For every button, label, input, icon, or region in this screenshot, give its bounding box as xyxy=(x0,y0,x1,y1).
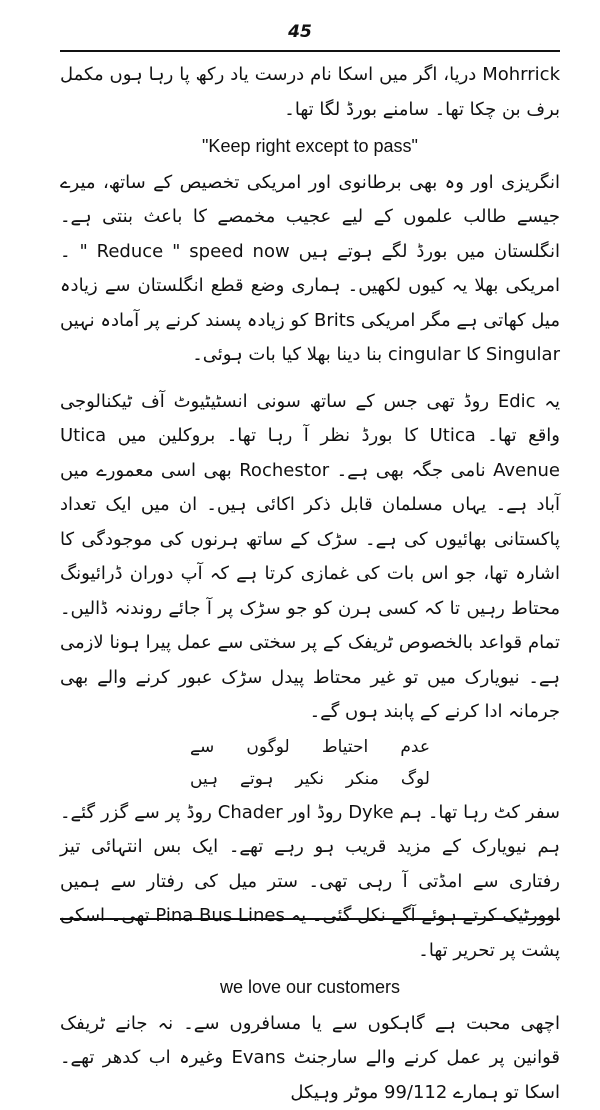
paragraph-2: انگریزی اور وہ بھی برطانوی اور امریکی تخصیص کے ساتھ، میرے جیسے طالب علموں کے لیے عجیب مخمصے کا باعث بنتی ہے۔ انگلستان میں بورڈ لگے ہوتے ہیں Reduce " speed now " ۔ امریکی بھلا یہ کیوں لکھیں۔ ہماری وضع قطع انگلستان سے زیادہ میل کھاتی ہے مگر امریکی Brits کو زیادہ پسند کرنے پر آمادہ نہیں Singular کا cingular بنا دینا بھلا کیا بات ہوئی۔ xyxy=(60,166,560,373)
verse-word: ہیں xyxy=(190,764,218,794)
verse-line-1 xyxy=(190,732,430,762)
header-rule xyxy=(60,50,560,52)
verse-word: ہوتے xyxy=(240,764,273,794)
bus-quote: we love our customers xyxy=(60,970,560,1005)
page-number: 45 xyxy=(0,22,600,42)
verse-word: سے xyxy=(190,732,214,762)
verse-word: منکر xyxy=(346,764,379,794)
sign-quote: "Keep right except to pass" xyxy=(60,129,560,164)
paragraph-1: Mohrrick دریا، اگر میں اسکا نام درست یاد رکھ پا رہا ہوں مکمل برف بن چکا تھا۔ سامنے بورڈ لگا تھا۔ xyxy=(60,58,560,127)
verse-word: احتیاط xyxy=(322,732,368,762)
verse-line-2 xyxy=(190,764,430,794)
page-text xyxy=(60,58,560,1110)
verse-word: عدم xyxy=(400,732,430,762)
verse-word: نکیر xyxy=(295,764,324,794)
verse-word: لوگ xyxy=(401,764,430,794)
paragraph-4: سفر کٹ رہا تھا۔ ہم Dyke روڈ اور Chader روڈ پر سے گزر گئے۔ ہم نیویارک کے مزید قریب ہو رہے تھے۔ ایک بس انتہائی تیز رفتاری سے امڈتی آ رہی تھی۔ ستر میل کی رفتار سے ہمیں اوورٹیک کرتے ہوئے آگے نکل گئی۔ یہ Pina Bus Lines تھی۔ اسکی پشت پر تحریر تھا۔ xyxy=(60,796,560,969)
paragraph-5: اچھی محبت ہے گاہکوں سے یا مسافروں سے۔ نہ جانے ٹریفک قوانین پر عمل کرنے والے سارجنٹ Evans وغیرہ اب کدھر تھے۔ اسکا تو ہمارے 99/112 موٹر وہیکل xyxy=(60,1007,560,1110)
paragraph-3: یہ Edic روڈ تھی جس کے ساتھ سونی انسٹیٹیوٹ آف ٹیکنالوجی واقع تھا۔ Utica کا بورڈ نظر آ رہا تھا۔ بروکلین میں Utica Avenue نامی جگہ بھی ہے۔ Rochestor بھی اسی معمورے میں آباد ہے۔ یہاں مسلمان قابل ذکر اکائی ہیں۔ ان میں ایک تعداد پاکستانی بھائیوں کی ہے۔ سڑک کے ساتھ ہرنوں کی موجودگی کا اشارہ تھا، جو اس بات کی غمازی کرتا ہے کہ آپ دوران ڈرائیونگ محتاط رہیں تا کہ کسی ہرن کو جو سڑک پر آ جائے روندنہ ڈالیں۔ تمام قواعد بالخصوص ٹریفک کے پر سختی سے عمل پیرا ہونا لازمی ہے۔ نیویارک میں تو غیر محتاط پیدل سڑک عبور کرنے والے بھی جرمانہ ادا کرنے کے پابند ہوں گے۔ xyxy=(60,385,560,730)
footer-rule xyxy=(60,918,560,920)
verse-word: لوگوں xyxy=(246,732,289,762)
